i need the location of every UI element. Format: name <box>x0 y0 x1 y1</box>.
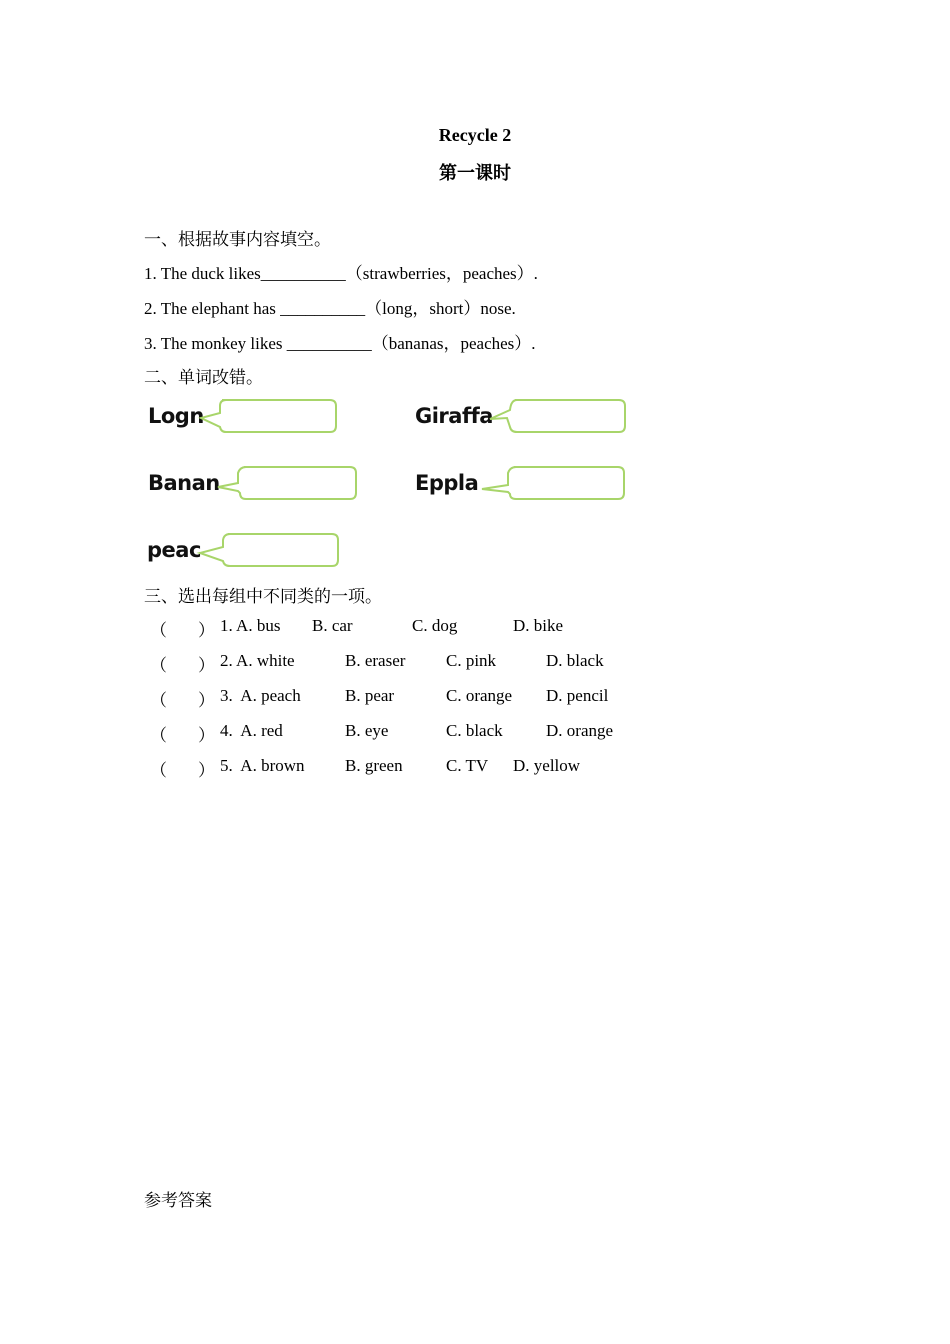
option-b: B. green <box>345 756 403 775</box>
option-a: 5. A. brown <box>220 756 305 775</box>
section3-heading: 三、选出每组中不同类的一项。 <box>144 587 382 606</box>
answer-paren-open: （ <box>150 656 167 675</box>
option-b: B. car <box>312 616 353 635</box>
section1-item-3: 3. The monkey likes __________（bananas，peaches）. <box>144 334 536 353</box>
answer-bubble-2[interactable] <box>485 397 630 437</box>
wrong-word-5: peac <box>147 538 201 562</box>
answer-bubble-5[interactable] <box>196 531 341 571</box>
option-b: B. pear <box>345 686 395 705</box>
answer-paren-close: ） <box>198 621 215 640</box>
answers-label: 参考答案 <box>144 1191 212 1210</box>
option-a: 3. A. peach <box>220 686 301 705</box>
section1-item-2: 2. The elephant has __________（long，short）nose. <box>144 299 516 318</box>
answer-paren-open: （ <box>150 691 167 710</box>
answer-bubble-4[interactable] <box>478 464 633 504</box>
wrong-word-4: Eppla <box>415 471 479 495</box>
answer-paren-close: ） <box>198 761 215 780</box>
option-b: B. eye <box>345 721 389 740</box>
wrong-word-2: Giraffa <box>415 404 493 428</box>
option-c: C. orange <box>446 686 513 705</box>
section1-item-1: 1. The duck likes__________（strawberries，peaches）. <box>144 264 538 283</box>
answer-paren-close: ） <box>198 726 215 745</box>
option-b: B. eraser <box>345 651 406 670</box>
page-subtitle: 第一课时 <box>439 163 511 183</box>
answer-paren-close: ） <box>198 656 215 675</box>
option-c: C. black <box>446 721 503 740</box>
option-a: 1. A. bus <box>220 616 281 635</box>
option-a: 4. A. red <box>220 721 283 740</box>
answer-paren-open: （ <box>150 726 167 745</box>
answer-paren-close: ） <box>198 691 215 710</box>
option-c: C. TV <box>446 756 489 775</box>
section2-heading: 二、单词改错。 <box>144 368 263 387</box>
option-c: C. pink <box>446 651 497 670</box>
answer-bubble-1[interactable] <box>196 397 341 437</box>
option-d: D. yellow <box>513 756 581 775</box>
section1-heading: 一、根据故事内容填空。 <box>144 230 331 249</box>
wrong-word-3: Banan <box>148 471 220 495</box>
option-d: D. bike <box>513 616 564 635</box>
answer-paren-open: （ <box>150 761 167 780</box>
wrong-word-1: Logn <box>148 404 204 428</box>
option-a: 2. A. white <box>220 651 295 670</box>
option-d: D. pencil <box>546 686 609 705</box>
answer-paren-open: （ <box>150 621 167 640</box>
option-c: C. dog <box>412 616 458 635</box>
answer-bubble-3[interactable] <box>214 464 359 504</box>
page-title: Recycle 2 <box>438 125 512 145</box>
option-d: D. black <box>546 651 604 670</box>
option-d: D. orange <box>546 721 614 740</box>
